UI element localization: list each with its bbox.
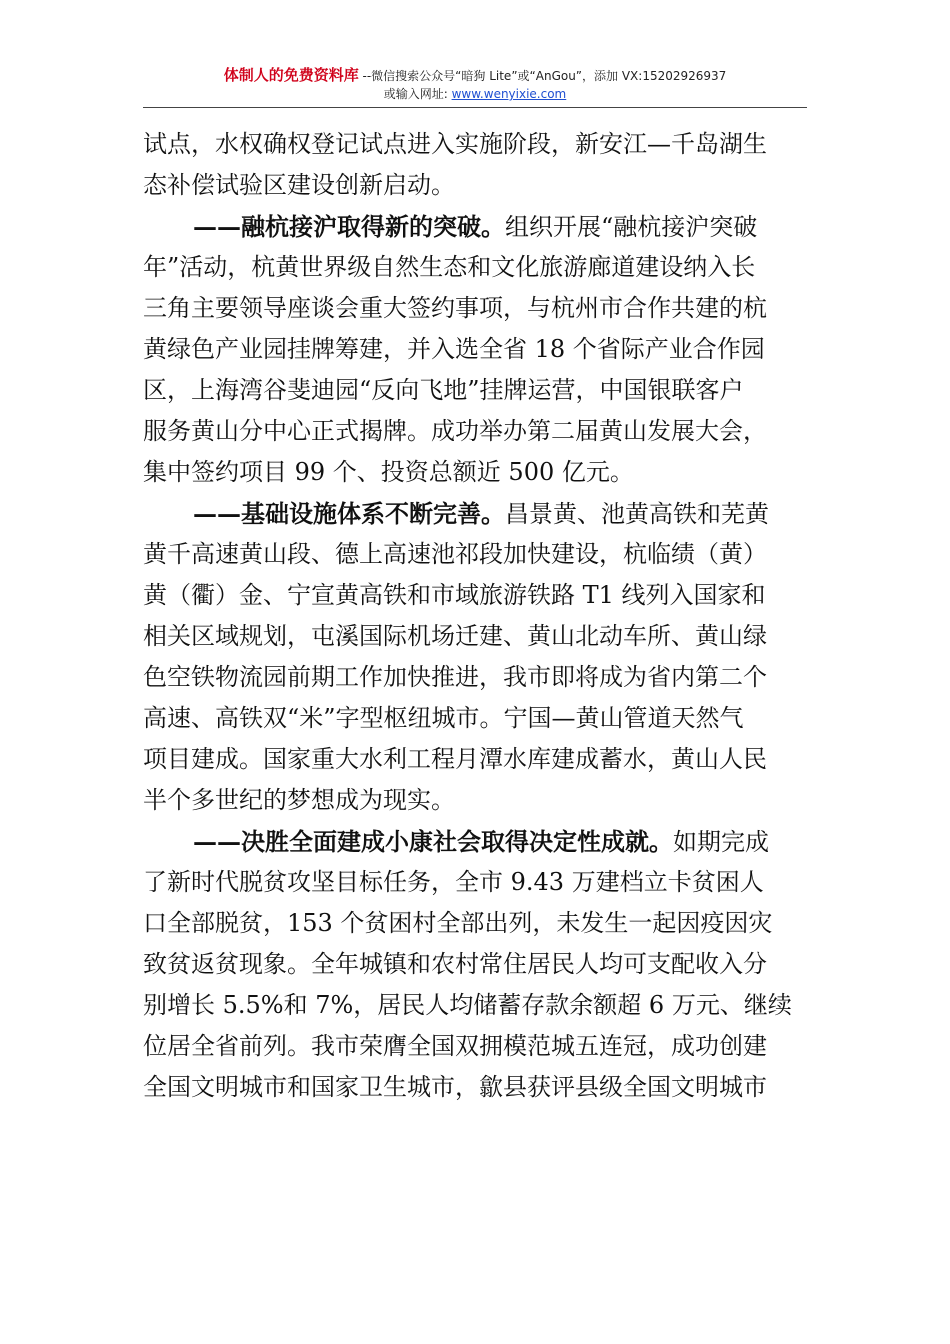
brand-name: 体制人的免费资料库 [223, 66, 359, 84]
text-line: 相关区域规划，屯溪国际机场迁建、黄山北动车所、黄山绿 [143, 622, 767, 650]
section-heading-line: ——融杭接沪取得新的突破。组织开展“融杭接沪突破 [193, 212, 758, 241]
header-line-2 [0, 85, 950, 103]
text-line: 位居全省前列。我市荣膺全国双拥模范城五连冠，成功创建 [143, 1032, 767, 1060]
text-line: 年”活动，杭黄世界级自然生态和文化旅游廊道建设纳入长 [143, 253, 756, 281]
header-line-1 [0, 66, 950, 85]
text-line: 致贫返贫现象。全年城镇和农村常住居民人均可支配收入分 [143, 950, 767, 978]
section-heading-line: ——基础设施体系不断完善。昌景黄、池黄高铁和芜黄 [193, 499, 769, 528]
text-line: 黄千高速黄山段、德上高速池祁段加快建设，杭临绩（黄） [143, 540, 767, 568]
text-line: 服务黄山分中心正式揭牌。成功举办第二届黄山发展大会， [143, 417, 767, 445]
text-line: 集中签约项目 99 个、投资总额近 500 亿元。 [143, 458, 634, 486]
text-line: 色空铁物流园前期工作加快推进，我市即将成为省内第二个 [143, 663, 767, 691]
text-line: 试点，水权确权登记试点进入实施阶段，新安江—千岛湖生 [143, 130, 767, 158]
text-line: 黄绿色产业园挂牌筹建，并入选全省 18 个省际产业合作园 [143, 335, 765, 363]
section-heading: ——基础设施体系不断完善。 [193, 499, 505, 528]
document-header [0, 66, 950, 103]
text-line: 别增长 5.5%和 7%，居民人均储蓄存款余额超 6 万元、继续 [143, 991, 792, 1019]
text-line: 态补偿试验区建设创新启动。 [143, 171, 455, 199]
text-line: 三角主要领导座谈会重大签约事项，与杭州市合作共建的杭 [143, 294, 767, 322]
text-line: 区，上海湾谷斐迪园“反向飞地”挂牌运营，中国银联客户 [143, 376, 744, 404]
url-prefix: 或输入网址: [383, 87, 452, 101]
website-link[interactable]: www.wenyixie.com [451, 87, 567, 101]
section-heading: ——决胜全面建成小康社会取得决定性成就。 [193, 827, 673, 856]
text-line: 全国文明城市和国家卫生城市，歙县获评县级全国文明城市 [143, 1073, 767, 1101]
text-line: 高速、高铁双“米”字型枢纽城市。宁国—黄山管道天然气 [143, 704, 744, 732]
section-heading: ——融杭接沪取得新的突破。 [193, 212, 505, 241]
text-line: 了新时代脱贫攻坚目标任务，全市 9.43 万建档立卡贫困人 [143, 868, 764, 896]
header-notice: --微信搜索公众号“暗狗 Lite”或“AnGou”，添加 VX:15202926937 [358, 69, 727, 83]
text-line: 半个多世纪的梦想成为现实。 [143, 786, 455, 814]
text-line: 黄（衢）金、宁宣黄高铁和市域旅游铁路 T1 线列入国家和 [143, 581, 766, 609]
document-body [143, 124, 807, 1108]
section-heading-line: ——决胜全面建成小康社会取得决定性成就。如期完成 [193, 827, 769, 856]
text-line: 口全部脱贫，153 个贫困村全部出列，未发生一起因疫因灾 [143, 909, 773, 937]
header-divider [143, 107, 807, 108]
text-line: 项目建成。国家重大水利工程月潭水库建成蓄水，黄山人民 [143, 745, 767, 773]
